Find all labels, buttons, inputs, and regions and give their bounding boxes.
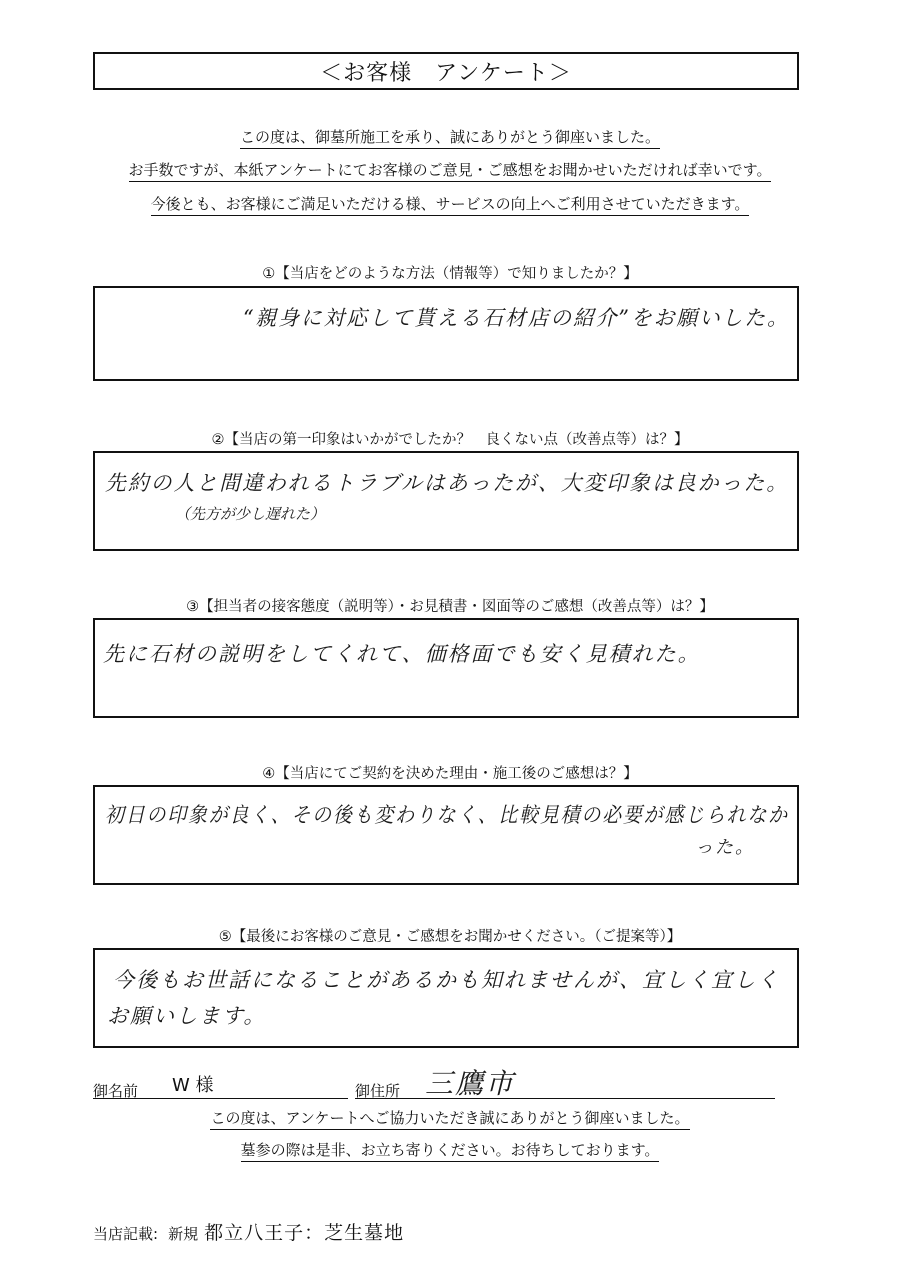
store-record-new: 新規 xyxy=(168,1225,199,1243)
address-label: 御住所 xyxy=(355,1082,401,1100)
store-record-label: 当店記載: xyxy=(93,1225,159,1243)
answer-5-text-line-1: 今後もお世話になることがあるかも知れませんが、宜しく宜しく xyxy=(113,968,780,992)
intro-line-2: お手数ですが、本紙アンケートにてお客様のご意見・ご感想をお聞かせいただければ幸いです。 xyxy=(0,159,900,180)
answer-4-text-line-1: 初日の印象が良く、その後も変わりなく、比較見積の必要が感じられなか xyxy=(105,803,789,827)
intro-line-1: この度は、御墓所施工を承り、誠にありがとう御座いました。 xyxy=(0,126,900,147)
store-record xyxy=(93,1218,404,1245)
closing-line-1: この度は、アンケートへご協力いただき誠にありがとう御座いました。 xyxy=(0,1107,900,1128)
question-4-label: ④【当店にてご契約を決めた理由・施工後のご感想は？】 xyxy=(262,766,638,782)
answer-box-2 xyxy=(93,451,799,551)
answer-3-text: 先に石材の説明をしてくれて、価格面でも安く見積れた。 xyxy=(103,642,701,666)
intro-line-3: 今後とも、お客様にご満足いただける様、サービスの向上へご利用させていただきます。 xyxy=(0,193,900,214)
name-value: W 様 xyxy=(172,1075,214,1096)
answer-4-text-line-2: った。 xyxy=(695,837,755,858)
answer-1-text: “親身に対応して貰える石材店の紹介”をお願いした。 xyxy=(243,306,790,330)
name-label: 御名前 xyxy=(93,1082,139,1100)
question-1-label: ①【当店をどのような方法（情報等）で知りましたか？】 xyxy=(262,266,638,282)
question-5-label: ⑤【最後にお客様のご意見・ご感想をお聞かせください。（ご提案等）】 xyxy=(218,929,682,945)
address-underline xyxy=(355,1098,775,1099)
name-underline xyxy=(93,1098,348,1099)
address-value: 三鷹市 xyxy=(425,1067,516,1100)
answer-5-text-line-2: お願いします。 xyxy=(107,1004,267,1028)
question-3-label: ③【担当者の接客態度（説明等）・お見積書・図面等のご感想（改善点等）は？】 xyxy=(186,599,714,615)
answer-box-5 xyxy=(93,948,799,1048)
answer-2-note: （先方が少し遅れた） xyxy=(175,505,326,523)
page-title: ＜お客様 アンケート＞ xyxy=(93,52,799,90)
store-record-site: 都立八王子：芝生墓地 xyxy=(204,1222,405,1244)
answer-2-text: 先約の人と間違われるトラブルはあったが、大変印象は良かった。 xyxy=(105,471,790,495)
answer-box-1 xyxy=(93,286,799,381)
answer-box-4 xyxy=(93,785,799,885)
question-2-label: ②【当店の第一印象はいかがでしたか？ 良くない点（改善点等）は？】 xyxy=(211,432,689,448)
closing-line-2: 墓参の際は是非、お立ち寄りください。お待ちしております。 xyxy=(0,1139,900,1160)
answer-box-3 xyxy=(93,618,799,718)
